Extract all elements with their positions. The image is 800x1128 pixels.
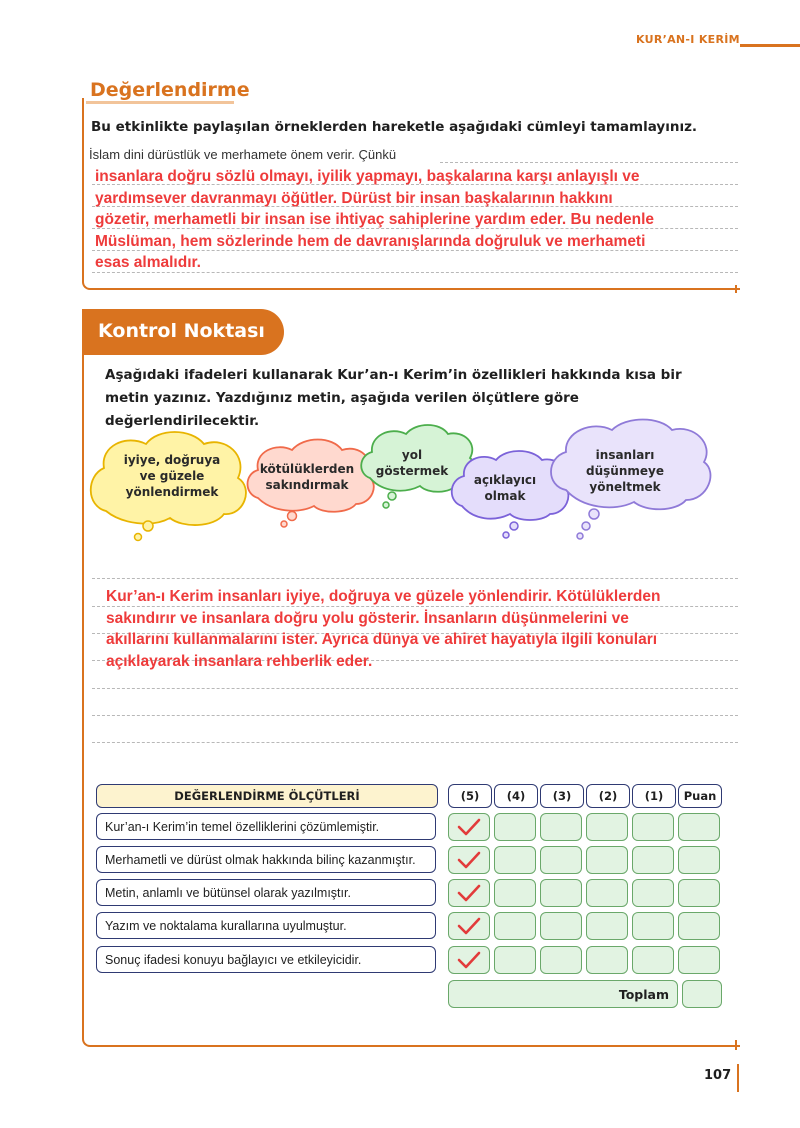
evaluation-answer [95,166,735,274]
answer-line [92,742,738,743]
score-header-3: (3) [540,784,584,808]
score-cell-3[interactable] [540,946,582,974]
answer-text-line: yardımsever davranmayı öğütler. Dürüst bir insan başkalarının hakkını [95,189,613,207]
cloud-label-line: açıklayıcı [473,473,537,487]
cloud-label-3 [362,447,462,479]
cloud-label-5 [570,447,680,495]
points-cell[interactable] [678,946,720,974]
score-cell-1[interactable] [632,846,674,874]
header-rule [740,44,800,47]
answer-text-line: açıklayarak insanlara rehberlik eder. [106,652,373,670]
cloud-label-line: ve güzele [139,469,205,483]
page-number: 107 [704,1068,732,1083]
score-cell-1[interactable] [632,946,674,974]
score-cell-3[interactable] [540,912,582,940]
score-cell-4[interactable] [494,946,536,974]
score-cell-4[interactable] [494,813,536,841]
evaluation-title: Değerlendirme [90,79,250,101]
answer-text-line: gözetir, merhametli bir insan ise ihtiyaç sahiplerine yardım eder. Bu nedenle [95,211,655,229]
header-title: KUR’AN-I KERİM [636,33,740,46]
score-header-2: (2) [586,784,630,808]
points-cell[interactable] [678,912,720,940]
score-header-puan: Puan [678,784,722,808]
points-cell[interactable] [678,879,720,907]
cloud-label-line: göstermek [375,464,449,478]
answer-text-line: esas almalıdır. [95,254,201,272]
cloud-label-4 [460,472,550,504]
evaluation-instruction: Bu etkinlikte paylaşılan örneklerden hareketle aşağıdaki cümleyi tamamlayınız. [91,119,698,135]
checkpoint-title: Kontrol Noktası [98,320,265,342]
answer-text-line: insanlara doğru sözlü olmayı, iyilik yapmayı, başkalarına karşı anlayışlı ve [95,168,640,185]
score-cell-2[interactable] [586,912,628,940]
criterion-row: Metin, anlamlı ve bütünsel olarak yazılmıştır. [96,879,436,906]
check-marks [448,813,490,975]
criterion-row: Kur’an-ı Kerim’in temel özelliklerini çözümlemiştir. [96,813,436,840]
check-icon [459,919,479,933]
cloud-label-line: olmak [484,489,526,503]
cloud-label-1 [112,452,232,500]
evaluation-prompt: İslam dini dürüstlük ve merhamete önem verir. Çünkü [89,147,397,162]
check-icon [459,953,479,967]
score-cell-1[interactable] [632,912,674,940]
cloud-label-line: iyiye, doğruya [123,453,221,467]
checkpoint-question: Aşağıdaki ifadeleri kullanarak Kur’an-ı Kerim’in özellikleri hakkında kısa bir metin yazınız. Yazdığınız metin, aşağıda verilen ölçütlere göre değerlendirilecektir. [105,367,682,429]
answer-line [440,162,738,163]
score-cell-3[interactable] [540,813,582,841]
total-points-cell[interactable] [682,980,722,1008]
cloud-label-line: yöneltmek [589,480,661,494]
score-cell-2[interactable] [586,946,628,974]
evaluation-title-highlight [86,101,234,104]
criterion-row: Merhametli ve dürüst olmak hakkında bilinç kazanmıştır. [96,846,436,873]
points-cell[interactable] [678,846,720,874]
criterion-row: Sonuç ifadesi konuyu bağlayıcı ve etkileyicidir. [96,946,436,973]
score-cell-2[interactable] [586,846,628,874]
points-cell[interactable] [678,813,720,841]
score-cell-1[interactable] [632,813,674,841]
answer-text-line: Kur’an-ı Kerim insanları iyiye, doğruya ve güzele yönlendirir. Kötülüklerden [106,588,661,605]
evaluation-frame-end [735,285,737,293]
score-cell-2[interactable] [586,813,628,841]
answer-text-line: sakındırır ve insanlara doğru yolu gösterir. İnsanların düşünmelerini ve [106,609,629,627]
cloud-label-2 [252,461,362,493]
checkpoint-answer [106,586,736,672]
score-cell-4[interactable] [494,879,536,907]
answer-text-line: akıllarını kullanmalarını ister. Ayrıca dünya ve ahiret hayatıyla ilgili konuları [106,631,658,649]
answer-line [92,688,738,689]
total-label: Toplam [448,980,678,1008]
cloud-label-line: yol [401,448,423,462]
cloud-label-line: düşünmeye [586,464,664,478]
page-number-rule [737,1064,739,1092]
score-cell-3[interactable] [540,846,582,874]
check-icon [459,820,479,834]
score-cell-4[interactable] [494,846,536,874]
rubric-header: DEĞERLENDİRME ÖLÇÜTLERİ [96,784,438,808]
answer-line [92,715,738,716]
score-header-4: (4) [494,784,538,808]
check-icon [459,886,479,900]
answer-line [92,578,738,579]
score-cell-1[interactable] [632,879,674,907]
checkpoint-title-tab [82,309,284,355]
answer-text-line: Müslüman, hem sözlerinde hem de davranışlarında doğruluk ve merhameti [95,232,646,250]
cloud-label-line: sakındırmak [265,478,349,492]
criterion-row: Yazım ve noktalama kurallarına uyulmuştur. [96,912,436,939]
score-cell-3[interactable] [540,879,582,907]
cloud-label-line: insanları [595,448,655,462]
score-cell-4[interactable] [494,912,536,940]
cloud-label-line: kötülüklerden [259,462,355,476]
score-cell-2[interactable] [586,879,628,907]
check-icon [459,853,479,867]
checkpoint-frame-end [735,1040,737,1050]
score-header-5: (5) [448,784,492,808]
score-header-1: (1) [632,784,676,808]
cloud-label-line: yönlendirmek [125,485,219,499]
